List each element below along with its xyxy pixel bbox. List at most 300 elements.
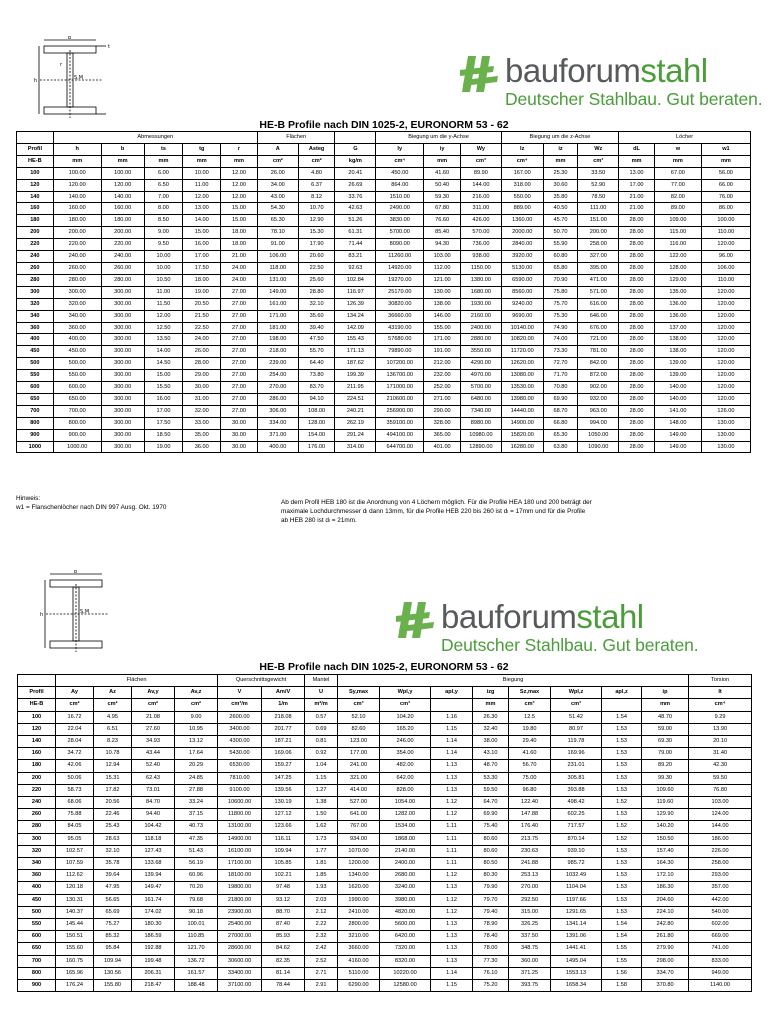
table2-data-cell: 9100.00 [218, 784, 262, 796]
table2-unit-cell: cm² [94, 699, 132, 711]
note-line-2: maximale Lochdurchmesser dₗ dann 13mm, für die Profile HEB 220 bis 260 ist dₗ = 17mm und für die Profile [281, 508, 586, 515]
table2-data-cell: 258.00 [689, 858, 752, 870]
table2-data-cell: 1658.34 [551, 980, 602, 992]
table1-data-cell: 500 [17, 358, 54, 370]
table2-header-cell: apl,z [602, 687, 642, 699]
table1-data-cell: 10.50 [144, 274, 183, 286]
table1-data-cell: 45.70 [543, 215, 578, 227]
table1-unit-cell: mm [101, 155, 144, 167]
table1-data-cell: 65.80 [543, 262, 578, 274]
table2-data-cell: 176.40 [509, 821, 551, 833]
table2-data-cell: 1.77 [305, 845, 338, 857]
table1-data-row [17, 167, 751, 179]
table1-header-cell: b [101, 143, 144, 155]
table2-data-cell: 1.12 [431, 797, 473, 809]
table1-data-cell: 180.00 [101, 215, 144, 227]
table2-data-cell: 12.5 [509, 711, 551, 723]
table1-header-cell: Asteg [298, 143, 335, 155]
table1-data-cell: 30.60 [543, 179, 578, 191]
table2-data-cell: 127.43 [132, 845, 175, 857]
table1-data-row [17, 429, 751, 441]
table2-data-cell: 82.35 [262, 955, 305, 967]
table2-data-cell: 59.50 [473, 784, 509, 796]
table2-data-row [18, 882, 752, 894]
table2-data-cell: 1.52 [602, 833, 642, 845]
table1-data-cell: 110.00 [701, 274, 750, 286]
table2-data-cell: 1534.00 [380, 821, 431, 833]
table2-data-cell: 1.53 [602, 845, 642, 857]
table1-data-cell: 135.00 [654, 286, 701, 298]
table2-data-cell: 1.52 [602, 797, 642, 809]
table1-data-cell: 121.00 [424, 274, 461, 286]
table1-data-cell: 28.00 [619, 334, 655, 346]
hinweis-title: Hinweis: [16, 495, 41, 502]
table2-data-cell: 1.54 [602, 919, 642, 931]
table1-data-cell: 29.00 [183, 370, 221, 382]
table1-data-row [17, 274, 751, 286]
table1-data-cell: 137.00 [654, 322, 701, 334]
table2-data-cell: 2.71 [305, 967, 338, 979]
table1-data-cell: 126.00 [701, 405, 750, 417]
table1-data-cell: 71.70 [543, 370, 578, 382]
table1-data-cell: 27.00 [221, 393, 258, 405]
table2-data-cell: 260 [18, 809, 56, 821]
table1-data-cell: 155.00 [424, 322, 461, 334]
table2-data-cell: 79.40 [473, 906, 509, 918]
table2-data-cell: 1.54 [602, 931, 642, 943]
table2-unit-cell: cm³ [509, 699, 551, 711]
table2-data-cell: 119.60 [642, 797, 689, 809]
table1-data-cell: 3920.00 [501, 251, 543, 263]
table2-group-areas: Flächen [56, 675, 218, 687]
table1-group-bending-y: Biegung um die y-Achse [376, 132, 502, 144]
table1-data-cell: 112.00 [424, 262, 461, 274]
table1-header-cell: Wz [578, 143, 619, 155]
table1-header-cell: Profil [17, 143, 54, 155]
table2-data-cell: 32.10 [94, 845, 132, 857]
table2-header-cell: Sz,max [509, 687, 551, 699]
table2-data-cell: 169.96 [551, 748, 602, 760]
table2-data-cell: 1.12 [431, 894, 473, 906]
table1-data-row [17, 417, 751, 429]
table1-data-cell: 130.00 [424, 286, 461, 298]
table1-data-cell: 146.00 [424, 310, 461, 322]
table1-data-cell: 938.00 [460, 251, 501, 263]
table2-data-cell: 1.15 [305, 772, 338, 784]
table2-data-row [18, 870, 752, 882]
note-line-1: Ab dem Profil HEB 180 ist die Anordnung von 4 Löchern möglich. Für die Profile HEA 180 und 200 beträgt der [281, 499, 592, 506]
table1-data-cell: 56.00 [701, 167, 750, 179]
table2-data-cell: 107.59 [56, 858, 94, 870]
table1-unit-cell: mm [619, 155, 655, 167]
table1-data-cell: 11.00 [183, 179, 221, 191]
table1-data-cell: 77.00 [654, 179, 701, 191]
table2-data-cell: 261.80 [642, 931, 689, 943]
table1-unit-cell: cm² [257, 155, 298, 167]
table1-data-cell: 290.00 [424, 405, 461, 417]
table1-header-cell: A [257, 143, 298, 155]
table1-data-cell: 340 [17, 310, 54, 322]
table2-data-cell: 103.00 [689, 797, 752, 809]
table1-data-cell: 25.60 [298, 274, 335, 286]
table1-header-cell: r [221, 143, 258, 155]
table2-data-cell: 160.75 [56, 955, 94, 967]
table1-data-cell: 120.00 [701, 346, 750, 358]
table1-data-cell: 20.60 [298, 251, 335, 263]
table2-data-cell: 414.00 [338, 784, 380, 796]
table2-data-cell: 199.48 [132, 955, 175, 967]
table1-data-cell: 130.00 [701, 417, 750, 429]
table2-data-cell: 360 [18, 870, 56, 882]
table1-data-cell: 167.00 [501, 167, 543, 179]
table1-data-cell: 66.00 [701, 179, 750, 191]
table1-data-cell: 120.00 [701, 370, 750, 382]
table1-data-row [17, 358, 751, 370]
table2-data-cell: 540.00 [689, 906, 752, 918]
table2-unit-cell: cm² [175, 699, 218, 711]
table1-data-cell: 106.00 [701, 262, 750, 274]
table2-data-cell: 174.02 [132, 906, 175, 918]
table2-data-cell: 75.88 [56, 809, 94, 821]
table1-data-cell: 13.00 [183, 203, 221, 215]
table2-data-cell: 1.53 [602, 760, 642, 772]
table1-group-bending-z: Biegung um die z-Achse [501, 132, 618, 144]
table1-data-cell: 9690.00 [501, 310, 543, 322]
table2-unit-cell: cm³ [380, 699, 431, 711]
table2-data-cell: 240 [18, 797, 56, 809]
svg-text:S,M: S,M [80, 609, 90, 615]
table1-data-cell: 136.00 [654, 298, 701, 310]
table2-data-cell: 28600.00 [218, 943, 262, 955]
table2-data-cell: 230.63 [509, 845, 551, 857]
table2-unit-cell [431, 699, 473, 711]
table1-data-cell: 220.00 [53, 239, 101, 251]
table2-data-cell: 12.94 [94, 760, 132, 772]
table2-data-cell: 393.88 [551, 784, 602, 796]
table2-data-cell: 1.93 [305, 882, 338, 894]
svg-text:b: b [68, 36, 72, 41]
table2-data-cell: 109.94 [94, 955, 132, 967]
table2-data-cell: 1.73 [305, 833, 338, 845]
profile-properties-table [17, 674, 752, 992]
table1-data-cell: 15.00 [221, 215, 258, 227]
table2-header-cell: Profil [18, 687, 56, 699]
table1-data-cell: 14440.00 [501, 405, 543, 417]
table2-data-cell: 94.40 [132, 809, 175, 821]
table2-data-cell: 85.32 [94, 931, 132, 943]
table2-data-cell: 17.64 [175, 748, 218, 760]
table2-data-cell: 1.53 [602, 784, 642, 796]
table2-data-cell: 1200.00 [338, 858, 380, 870]
table1-data-cell: 280.00 [53, 274, 101, 286]
table2-data-cell: 144.00 [689, 821, 752, 833]
table1-unit-cell: mm [144, 155, 183, 167]
table1-data-cell: 271.00 [424, 393, 461, 405]
table2-data-cell: 1.53 [602, 870, 642, 882]
table1-data-cell: 471.00 [578, 274, 619, 286]
table1-data-cell: 100 [17, 167, 54, 179]
table2-data-cell: 76.80 [689, 784, 752, 796]
table2-data-cell: 78.40 [473, 931, 509, 943]
table1-header-cell: h [53, 143, 101, 155]
table2-data-cell: 1.12 [431, 809, 473, 821]
table2-data-cell: 33.24 [175, 797, 218, 809]
table1-data-cell: 736.00 [460, 239, 501, 251]
table1-data-cell: 21.50 [183, 310, 221, 322]
table1-data-row [17, 227, 751, 239]
table2-data-cell: 6420.00 [380, 931, 431, 943]
table1-data-cell: 644700.00 [376, 441, 424, 453]
table1-data-cell: 64.40 [298, 358, 335, 370]
table1-data-cell: 200.00 [53, 227, 101, 239]
table1-unit-cell: cm² [298, 155, 335, 167]
table1-data-cell: 187.62 [335, 358, 376, 370]
table2-data-cell: 69.30 [642, 736, 689, 748]
table2-data-cell: 21.08 [132, 711, 175, 723]
table1-data-cell: 85.40 [424, 227, 461, 239]
table2-data-row [18, 943, 752, 955]
table1-data-cell: 256900.00 [376, 405, 424, 417]
table1-data-row [17, 382, 751, 394]
table1-data-cell: 27.00 [221, 310, 258, 322]
table1-data-cell: 1680.00 [460, 286, 501, 298]
table1-data-cell: 14.00 [144, 346, 183, 358]
table1-data-cell: 12.50 [144, 322, 183, 334]
table1-data-row [17, 179, 751, 191]
table2-data-cell: 17100.00 [218, 858, 262, 870]
table1-data-cell: 100.00 [101, 167, 144, 179]
table1-data-cell: 83.21 [335, 251, 376, 263]
table1-data-cell: 300.00 [101, 298, 144, 310]
table2-data-cell: 33400.00 [218, 967, 262, 979]
table1-data-cell: 28.00 [619, 239, 655, 251]
table2-data-cell: 2.22 [305, 919, 338, 931]
table1-data-cell: 7340.00 [460, 405, 501, 417]
table1-data-cell: 200 [17, 227, 54, 239]
table1-data-cell: 75.70 [543, 298, 578, 310]
table2-data-cell: 1.56 [602, 967, 642, 979]
table1-data-cell: 1150.00 [460, 262, 501, 274]
table2-data-cell: 10.95 [175, 723, 218, 735]
table1-header-cell: Iy [376, 143, 424, 155]
table1-data-cell: 600.00 [53, 382, 101, 394]
table2-data-cell: 2410.00 [338, 906, 380, 918]
table2-data-cell: 139.56 [262, 784, 305, 796]
table1-data-cell: 149.00 [654, 429, 701, 441]
table1-data-cell: 180.00 [53, 215, 101, 227]
table2-unit-row [18, 699, 752, 711]
table1-data-cell: 300.00 [101, 382, 144, 394]
table2-data-cell: 56.19 [175, 858, 218, 870]
table2-data-cell: 900 [18, 980, 56, 992]
table2-data-cell: 1054.00 [380, 797, 431, 809]
table1-data-cell: 24.00 [221, 262, 258, 274]
table2-data-cell: 1.50 [305, 809, 338, 821]
table2-data-cell: 100.01 [175, 919, 218, 931]
table2-data-cell: 25400.00 [218, 919, 262, 931]
table1-data-cell: 36660.00 [376, 310, 424, 322]
table1-data-cell: 450.00 [53, 346, 101, 358]
table1-data-cell: 66.80 [543, 417, 578, 429]
table1-unit-cell: cm⁴ [501, 155, 543, 167]
table2-data-cell: 147.88 [509, 809, 551, 821]
table2-data-cell: 136.72 [175, 955, 218, 967]
table1-data-cell: 89.90 [460, 167, 501, 179]
table1-data-cell: 286.00 [257, 393, 298, 405]
table1-data-cell: 17.50 [144, 417, 183, 429]
logo-tagline: Deutscher Stahlbau. Gut beraten. [505, 89, 763, 109]
table1-data-row [17, 405, 751, 417]
table2-data-cell: 38.00 [473, 736, 509, 748]
table1-data-cell: 120.00 [101, 179, 144, 191]
table1-data-cell: 35.60 [298, 310, 335, 322]
table2-data-cell: 500 [18, 906, 56, 918]
table1-data-cell: 154.00 [298, 429, 335, 441]
table1-data-cell: 128.00 [654, 262, 701, 274]
table2-title: HE-B Profile nach DIN 1025-2, EURONORM 53 - 62 [259, 661, 509, 673]
table1-data-cell: 161.00 [257, 298, 298, 310]
table1-data-cell: 300.00 [101, 429, 144, 441]
table1-data-cell: 27.00 [221, 370, 258, 382]
table1-unit-cell: mm [543, 155, 578, 167]
table2-data-cell: 527.00 [338, 797, 380, 809]
table2-data-cell: 741.00 [689, 943, 752, 955]
table2-data-row [18, 760, 752, 772]
logo2-tagline: Deutscher Stahlbau. Gut beraten. [441, 635, 699, 655]
table2-data-cell: 32.40 [473, 723, 509, 735]
table2-data-cell: 1.11 [431, 833, 473, 845]
table2-data-cell: 1282.00 [380, 809, 431, 821]
table1-data-cell: 130.00 [701, 441, 750, 453]
table1-data-cell: 1930.00 [460, 298, 501, 310]
table2-data-cell: 1.52 [602, 821, 642, 833]
table1-data-cell: 28.00 [619, 227, 655, 239]
table1-unit-cell: cm³ [460, 155, 501, 167]
table1-data-cell: 5700.00 [376, 227, 424, 239]
table1-data-cell: 140 [17, 191, 54, 203]
table1-data-cell: 12890.00 [460, 441, 501, 453]
table2-data-cell: 180.30 [132, 919, 175, 931]
table1-data-cell: 15.30 [298, 227, 335, 239]
table2-data-cell: 767.00 [338, 821, 380, 833]
table1-header-cell: ts [144, 143, 183, 155]
table1-data-cell: 4970.00 [460, 370, 501, 382]
table1-data-cell: 9.50 [144, 239, 183, 251]
table2-data-cell: 300 [18, 833, 56, 845]
table2-data-cell: 130.31 [56, 894, 94, 906]
table2-data-cell: 298.00 [642, 955, 689, 967]
table2-data-cell: 1.11 [431, 845, 473, 857]
table1-data-cell: 10.00 [183, 167, 221, 179]
table1-data-cell: 6.00 [144, 167, 183, 179]
table1-data-cell: 6590.00 [501, 274, 543, 286]
table1-data-cell: 24.00 [183, 334, 221, 346]
table1-data-cell: 26.00 [183, 346, 221, 358]
svg-text:b: b [74, 570, 78, 575]
table2-header-cell: Av,y [132, 687, 175, 699]
table1-data-cell: 141.00 [654, 405, 701, 417]
table2-data-cell: 120 [18, 723, 56, 735]
table1-data-cell: 15.00 [221, 203, 258, 215]
table2-header-row [18, 687, 752, 699]
table1-data-cell: 216.00 [460, 191, 501, 203]
table2-data-cell: 642.00 [380, 772, 431, 784]
table1-data-cell: 3550.00 [460, 346, 501, 358]
table2-data-cell: 1.14 [431, 967, 473, 979]
table1-data-cell: 26.00 [257, 167, 298, 179]
table2-data-cell: 116.11 [262, 833, 305, 845]
table1-data-cell: 120.00 [701, 239, 750, 251]
table1-data-cell: 160.00 [101, 203, 144, 215]
table1-data-cell: 18.00 [183, 274, 221, 286]
table2-data-cell: 150.51 [56, 931, 94, 943]
table2-data-cell: 14900.00 [218, 833, 262, 845]
table2-data-cell: 934.00 [338, 833, 380, 845]
table2-data-row [18, 906, 752, 918]
table1-data-cell: 47.50 [298, 334, 335, 346]
table2-data-cell: 120.18 [56, 882, 94, 894]
table1-data-cell: 1090.00 [578, 441, 619, 453]
table2-data-cell: 47.95 [94, 882, 132, 894]
table1-data-cell: 176.00 [298, 441, 335, 453]
table2-data-cell: 9.29 [689, 711, 752, 723]
table2-data-cell: 84.05 [56, 821, 94, 833]
table2-data-cell: 320 [18, 845, 56, 857]
table2-header-cell: Ay [56, 687, 94, 699]
table1-data-cell: 320.00 [53, 298, 101, 310]
table1-header-cell: w1 [701, 143, 750, 155]
table2-data-row [18, 723, 752, 735]
table1-data-cell: 96.00 [701, 251, 750, 263]
table2-data-cell: 34.93 [132, 736, 175, 748]
table1-data-cell: 550 [17, 370, 54, 382]
table2-data-cell: 800 [18, 967, 56, 979]
table2-data-cell: 985.72 [551, 858, 602, 870]
table2-data-cell: 1990.00 [338, 894, 380, 906]
table2-data-cell: 1.53 [602, 748, 642, 760]
table2-data-row [18, 748, 752, 760]
svg-text:S,M: S,M [74, 75, 84, 81]
table2-data-cell: 18100.00 [218, 870, 262, 882]
svg-text:h: h [40, 612, 44, 618]
table2-data-cell: 79.70 [473, 894, 509, 906]
table1-data-cell: 14900.00 [501, 417, 543, 429]
table2-data-cell: 130.56 [94, 967, 132, 979]
table1-data-cell: 16280.00 [501, 441, 543, 453]
table1-data-cell: 140.00 [654, 382, 701, 394]
table1-data-row [17, 251, 751, 263]
table1-data-cell: 120.00 [701, 310, 750, 322]
table1-data-cell: 400 [17, 334, 54, 346]
table2-data-cell: 0.69 [305, 723, 338, 735]
table1-data-cell: 109.00 [654, 215, 701, 227]
table2-data-cell: 13.12 [175, 736, 218, 748]
table1-data-cell: 240.21 [335, 405, 376, 417]
table1-data-cell: 963.00 [578, 405, 619, 417]
table1-data-cell: 700.00 [53, 405, 101, 417]
table2-data-cell: 321.00 [338, 772, 380, 784]
table1-header-cell: iz [543, 143, 578, 155]
table2-data-cell: 123.66 [262, 821, 305, 833]
table1-data-cell: 318.00 [501, 179, 543, 191]
table2-data-cell: 1197.66 [551, 894, 602, 906]
table2-data-cell: 550 [18, 919, 56, 931]
table2-data-cell: 70.20 [175, 882, 218, 894]
table2-data-cell: 97.48 [262, 882, 305, 894]
table2-unit-cell: 1/m [262, 699, 305, 711]
table2-data-cell: 180 [18, 760, 56, 772]
table1-data-cell: 306.00 [257, 405, 298, 417]
